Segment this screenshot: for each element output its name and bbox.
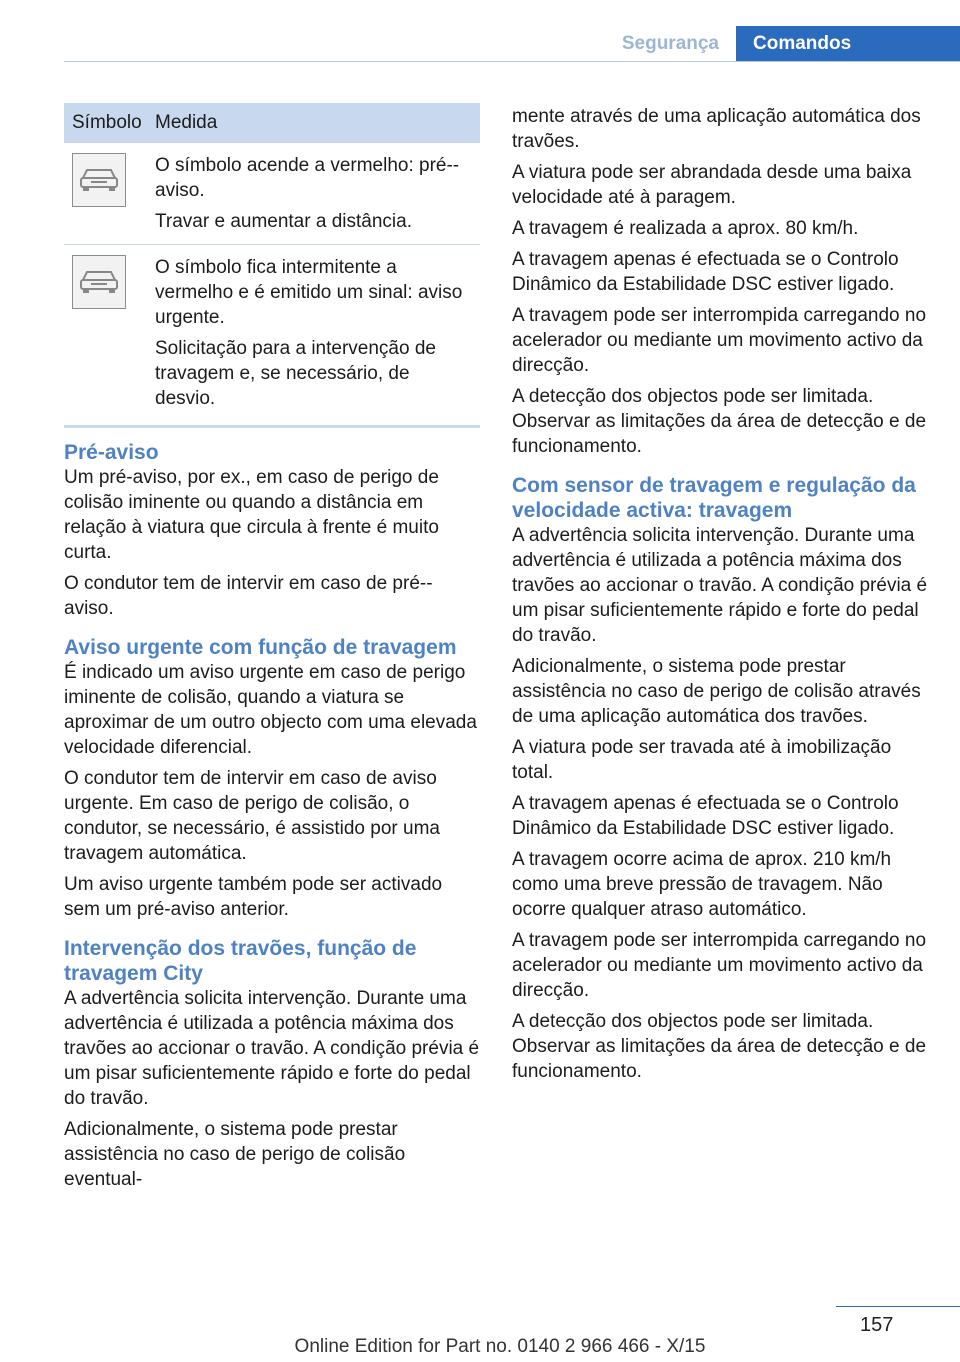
car-warning-flashing-icon [72, 255, 126, 309]
sensor-heading: Com sensor de travagem e regulação da velocidade activa: travagem [512, 474, 916, 522]
urgente-heading: Aviso urgente com função de travagem [64, 636, 457, 659]
urgente-p3: Um aviso urgente também pode ser activado sem um pré-aviso anterior. [64, 874, 443, 920]
pre-aviso-p1: Um pré-aviso, por ex., em caso de perigo de colisão iminente ou quando a distância em relação à viatura que circula à frente é muito curta. [64, 467, 439, 563]
cont-p5: A travagem pode ser interrompida carregando no acelerador ou mediante um movimento activo da direcção. [512, 305, 927, 376]
sensor-p3: A viatura pode ser travada até à imobilização total. [512, 737, 892, 783]
city-p1: A advertência solicita intervenção. Durante uma advertência é utilizada a potência máxima dos travões ao accionar o travão. A condição prévia é um pisar suficientemente rápido e forte do pedal do travão. [64, 988, 480, 1109]
cont-p2: A viatura pode ser abrandada desde uma baixa velocidade até à paragem. [512, 162, 912, 208]
header-section-tab[interactable]: Segurança [621, 33, 719, 54]
pre-aviso-heading: Pré-aviso [64, 441, 159, 464]
table-header-row [64, 103, 480, 143]
col-measure-header: Medida [152, 103, 480, 143]
header-divider [64, 61, 960, 62]
left-column [64, 440, 480, 1198]
sensor-p7: A detecção dos objectos pode ser limitada. Observar as limitações da área de detecção e de funcionamento. [512, 1011, 927, 1082]
cont-p4: A travagem apenas é efectuada se o Controlo Dinâmico da Estabilidade DSC estiver ligado. [512, 249, 899, 295]
car-warning-red-icon [72, 153, 126, 207]
sensor-p4: A travagem apenas é efectuada se o Controlo Dinâmico da Estabilidade DSC estiver ligado. [512, 793, 899, 839]
city-p2: Adicionalmente, o sistema pode prestar assistência no caso de perigo de colisão eventual- [64, 1119, 406, 1190]
right-column [512, 104, 928, 1090]
row1-line1: O símbolo acende a vermelho: pré--aviso. [155, 155, 460, 201]
row1-line2: Travar e aumentar a distância. [155, 211, 412, 232]
urgente-p1: É indicado um aviso urgente em caso de perigo iminente de colisão, quando a viatura se aproximar de um outro objecto com uma elevada velocidade diferencial. [64, 662, 477, 758]
city-heading: Intervenção dos travões, função de travagem City [64, 937, 417, 985]
page-number: 157 [860, 1314, 894, 1336]
sensor-p1: A advertência solicita intervenção. Durante uma advertência é utilizada a potência máxima dos travões ao accionar o travão. A condição prévia é um pisar suficientemente rápido e forte do pedal do travão. [512, 525, 928, 646]
cont-p1: mente através de uma aplicação automática dos travões. [512, 106, 921, 152]
table-row [64, 143, 480, 245]
table-row [64, 245, 480, 427]
header-chapter-tab[interactable]: Comandos [736, 26, 960, 61]
pre-aviso-p2: O condutor tem de intervir em caso de pré--aviso. [64, 573, 433, 619]
urgente-p2: O condutor tem de intervir em caso de aviso urgente. Em caso de perigo de colisão, o condutor, se necessário, é assistido por uma travagem automática. [64, 768, 440, 864]
sensor-p6: A travagem pode ser interrompida carregando no acelerador ou mediante um movimento activo da direcção. [512, 930, 927, 1001]
cont-p3: A travagem é realizada a aprox. 80 km/h. [512, 218, 859, 239]
row2-line1: O símbolo fica intermitente a vermelho e é emitido um sinal: aviso urgente. [155, 257, 463, 328]
cont-p6: A detecção dos objectos pode ser limitada. Observar as limitações da área de detecção e de funcionamento. [512, 386, 927, 457]
row2-line2: Solicitação para a intervenção de travagem e, se necessário, de desvio. [155, 338, 436, 409]
edition-footer [0, 1336, 960, 1358]
edition-text: Online Edition for Part no. 0140 2 966 466 - X/15 [294, 1336, 706, 1357]
symbol-table [64, 103, 480, 428]
sensor-p2: Adicionalmente, o sistema pode prestar assistência no caso de perigo de colisão através de uma aplicação automática dos travões. [512, 656, 921, 727]
sensor-p5: A travagem ocorre acima de aprox. 210 km/h como uma breve pressão de travagem. Não ocorre qualquer atraso automático. [512, 849, 892, 920]
footer-divider [836, 1306, 960, 1307]
col-symbol-header: Símbolo [64, 103, 152, 143]
